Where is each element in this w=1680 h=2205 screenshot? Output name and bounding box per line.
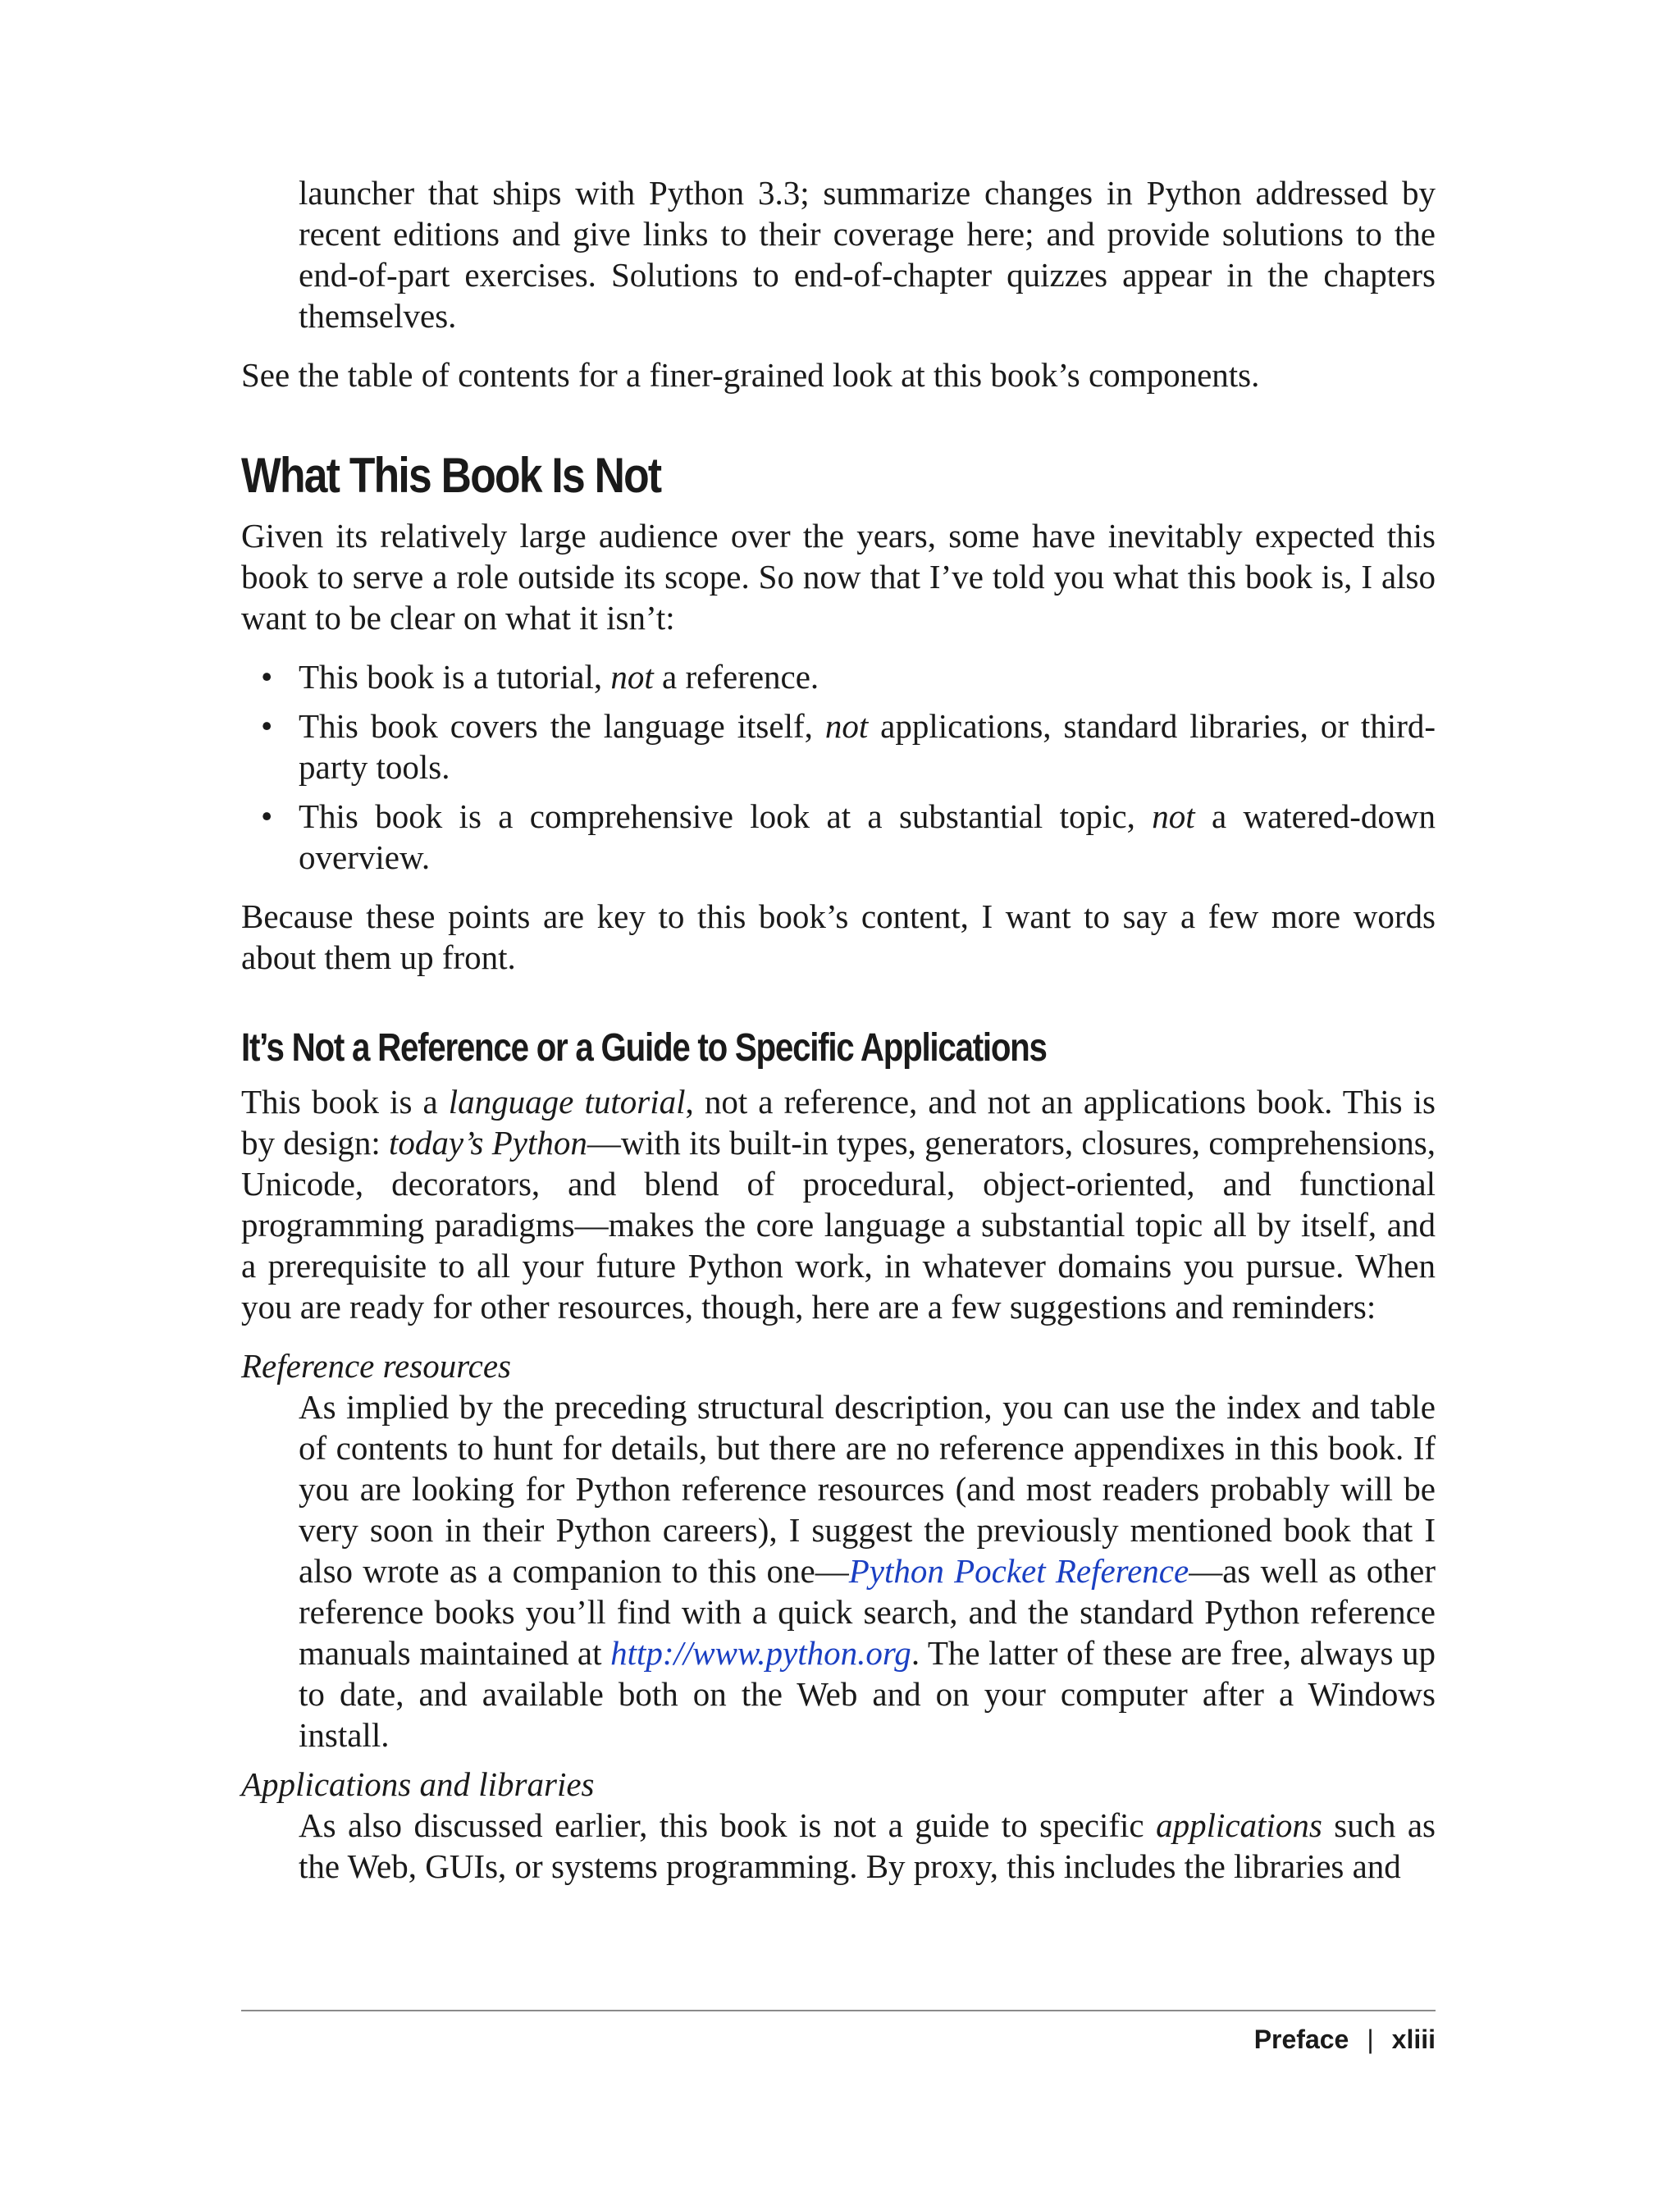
paragraph-text: , not a reference, and not an applications book. This is by design:: [241, 1083, 1436, 1162]
definition-emphasis: applications: [1156, 1806, 1322, 1844]
resource-list: [241, 1345, 1436, 1887]
list-item: [241, 796, 1436, 878]
subsection-heading-not-a-reference: It’s Not a Reference or a Guide to Specific Applications: [241, 1026, 1047, 1070]
footer-section-title: Preface: [1253, 2025, 1349, 2054]
list-item-text: a watered-down overview.: [299, 797, 1436, 876]
footer-separator: |: [1367, 2025, 1374, 2054]
link-python-org[interactable]: http://www.python.org: [610, 1634, 911, 1672]
definition-reference-resources: [241, 1386, 1436, 1755]
bullet-icon: •: [261, 658, 273, 696]
paragraph-emphasis: language tutorial: [448, 1083, 686, 1121]
definition-text: —as well as other reference books you’ll find with a quick search, and the standard Python reference manuals maintained at: [299, 1552, 1436, 1672]
definition-applications-and-libraries: [241, 1805, 1436, 1887]
section1-paragraph-1: Given its relatively large audience over the years, some have inevitably expected this book to serve a role outside its scope. So now that I’ve told you what this book is, I also want to be clear on what it isn’t:: [241, 517, 1436, 637]
footer-divider: [241, 2010, 1436, 2011]
definition-text: such as the Web, GUIs, or systems programming. By proxy, this includes the libraries and: [299, 1806, 1436, 1885]
intro-continuation: launcher that ships with Python 3.3; summarize changes in Python addressed by recent editions and give links to their coverage here; and provide solutions to the end-of-part exercises. Solutions to end-of-chapter quizzes appear in the chapters themselves.: [299, 174, 1436, 335]
definition-text: As implied by the preceding structural description, you can use the index and table of contents to hunt for details, but there are no reference appendixes in this book. If you are looking for Python reference resources (and most readers probably will be very soon in their Python careers), I suggest the previously mentioned book that I also wrote as a companion to this one—: [299, 1388, 1436, 1590]
list-item: [241, 656, 1436, 697]
bullet-icon: •: [261, 707, 273, 745]
list-item-emphasis: not: [824, 707, 869, 745]
definition-text: . The latter of these are free, always up to date, and available both on the Web and on your computer after a Windows install.: [299, 1634, 1436, 1754]
paragraph-emphasis: today’s Python: [389, 1124, 587, 1162]
list-item-emphasis: not: [610, 658, 654, 696]
list-item: [241, 705, 1436, 788]
section-heading-what-this-book-is-not: What This Book Is Not: [241, 448, 661, 503]
not-list: [241, 656, 1436, 878]
term-applications-and-libraries: Applications and libraries: [241, 1765, 595, 1803]
section2-paragraph: [241, 1081, 1436, 1327]
list-item-text: This book covers the language itself,: [299, 707, 825, 745]
list-item-text: This book is a comprehensive look at a substantial topic,: [299, 797, 1153, 835]
term-reference-resources: Reference resources: [241, 1347, 511, 1385]
paragraph-text: —with its built-in types, generators, closures, comprehensions, Unicode, decorators, and blend of procedural, object-oriented, and functional programming paradigms—makes the core language a substantial topic all by itself, and a prerequisite to all your future Python work, in whatever domains you pursue. When you are ready for other resources, though, here are a few suggestions and reminders:: [241, 1124, 1436, 1326]
list-item-text: a reference.: [653, 658, 819, 696]
link-python-pocket-reference[interactable]: Python Pocket Reference: [848, 1552, 1189, 1590]
bullet-icon: •: [261, 797, 273, 835]
toc-note: See the table of contents for a finer-grained look at this book’s components.: [241, 356, 1260, 394]
page-body: [241, 172, 1436, 1887]
paragraph-text: This book is a: [241, 1083, 449, 1121]
list-item-text: applications, standard libraries, or third-party tools.: [299, 707, 1436, 786]
definition-text: As also discussed earlier, this book is not a guide to specific: [299, 1806, 1157, 1844]
page-footer: [1254, 2021, 1436, 2057]
list-item-emphasis: not: [1152, 797, 1195, 835]
page-number: xliii: [1391, 2025, 1436, 2054]
section1-paragraph-2: Because these points are key to this book’s content, I want to say a few more words about them up front.: [241, 897, 1436, 976]
list-item-text: This book is a tutorial,: [299, 658, 611, 696]
